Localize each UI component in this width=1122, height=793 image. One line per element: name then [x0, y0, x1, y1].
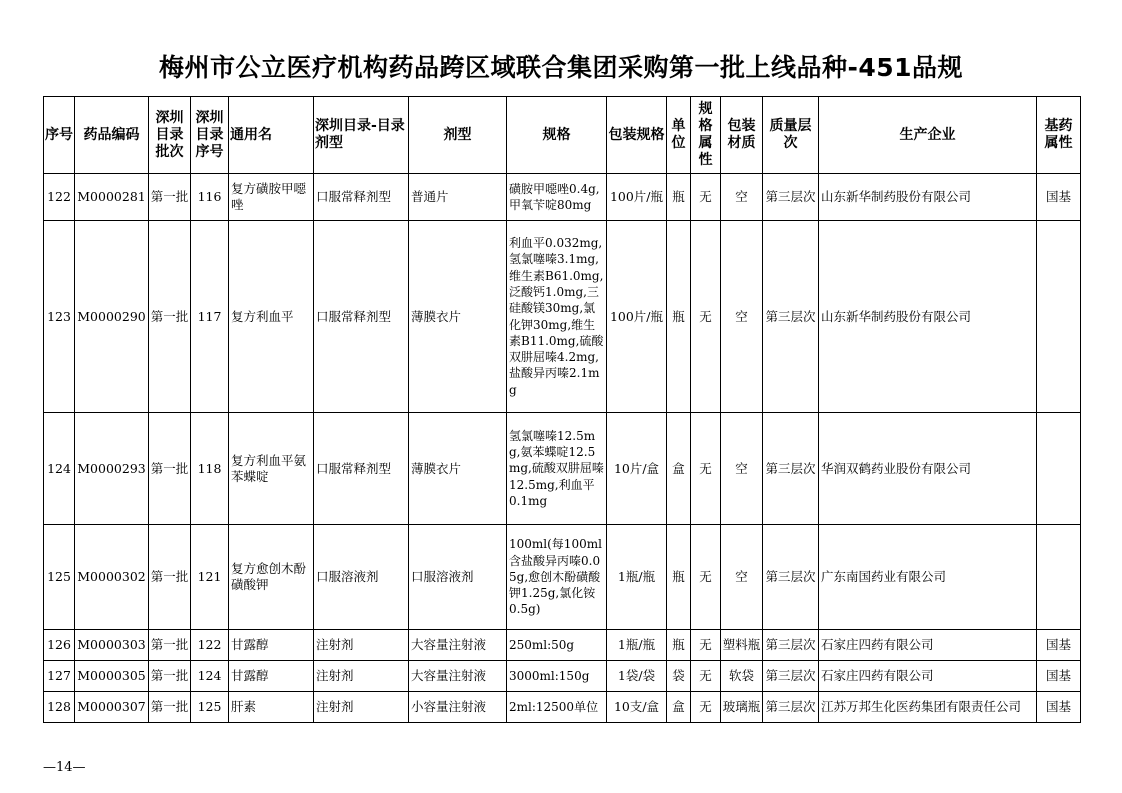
- cell-seq: 124: [44, 413, 75, 525]
- cell-code: M0000290: [75, 221, 149, 413]
- cell-code: M0000293: [75, 413, 149, 525]
- cell-manufacturer: 江苏万邦生化医药集团有限责任公司: [819, 692, 1037, 723]
- cell-spec-attr: 无: [691, 174, 721, 221]
- cell-spec-attr: 无: [691, 413, 721, 525]
- table-row: [44, 661, 1081, 692]
- cell-quality-level: 第三层次: [763, 661, 819, 692]
- cell-basic-attr: 国基: [1037, 630, 1081, 661]
- cell-sz-seq: 116: [191, 174, 229, 221]
- cell-generic-name: 甘露醇: [229, 661, 314, 692]
- cell-code: M0000303: [75, 630, 149, 661]
- cell-unit: 瓶: [667, 174, 691, 221]
- cell-code: M0000281: [75, 174, 149, 221]
- cell-spec: 利血平0.032mg,氢氯噻嗪3.1mg,维生素B61.0mg,泛酸钙1.0mg,三硅酸镁30mg,氯化钾30mg,维生素B11.0mg,硫酸双肼屈嗪4.2mg,盐酸异丙嗪2.1mg: [507, 221, 607, 413]
- cell-unit: 盒: [667, 413, 691, 525]
- cell-dosage-form: 大容量注射液: [409, 630, 507, 661]
- cell-seq: 127: [44, 661, 75, 692]
- cell-sz-seq: 117: [191, 221, 229, 413]
- cell-sz-dosage: 口服常释剂型: [314, 174, 409, 221]
- header-package-material: 包装材质: [721, 97, 763, 174]
- cell-seq: 128: [44, 692, 75, 723]
- cell-dosage-form: 小容量注射液: [409, 692, 507, 723]
- cell-manufacturer: 石家庄四药有限公司: [819, 661, 1037, 692]
- cell-sz-batch: 第一批: [149, 692, 191, 723]
- cell-generic-name: 肝素: [229, 692, 314, 723]
- cell-code: M0000305: [75, 661, 149, 692]
- cell-sz-dosage: 口服溶液剂: [314, 525, 409, 630]
- cell-basic-attr: 国基: [1037, 692, 1081, 723]
- cell-packing: 10支/盒: [607, 692, 667, 723]
- cell-generic-name: 复方利血平氨苯蝶啶: [229, 413, 314, 525]
- header-unit: 单位: [667, 97, 691, 174]
- table-body: [44, 174, 1081, 723]
- cell-sz-batch: 第一批: [149, 174, 191, 221]
- cell-packing: 1瓶/瓶: [607, 630, 667, 661]
- cell-basic-attr: [1037, 221, 1081, 413]
- drug-list-table: [43, 96, 1081, 723]
- page-number: —14—: [43, 760, 86, 775]
- cell-sz-batch: 第一批: [149, 221, 191, 413]
- cell-manufacturer: 山东新华制药股份有限公司: [819, 174, 1037, 221]
- table-row: [44, 174, 1081, 221]
- header-packing: 包装规格: [607, 97, 667, 174]
- cell-quality-level: 第三层次: [763, 525, 819, 630]
- cell-unit: 瓶: [667, 630, 691, 661]
- cell-unit: 盒: [667, 692, 691, 723]
- cell-spec-attr: 无: [691, 661, 721, 692]
- cell-seq: 123: [44, 221, 75, 413]
- cell-package-material: 空: [721, 174, 763, 221]
- cell-quality-level: 第三层次: [763, 692, 819, 723]
- cell-sz-seq: 121: [191, 525, 229, 630]
- cell-sz-batch: 第一批: [149, 661, 191, 692]
- cell-manufacturer: 华润双鹤药业股份有限公司: [819, 413, 1037, 525]
- header-manufacturer: 生产企业: [819, 97, 1037, 174]
- cell-basic-attr: 国基: [1037, 174, 1081, 221]
- table-row: [44, 692, 1081, 723]
- cell-dosage-form: 薄膜衣片: [409, 221, 507, 413]
- header-spec: 规格: [507, 97, 607, 174]
- cell-package-material: 空: [721, 525, 763, 630]
- cell-sz-batch: 第一批: [149, 525, 191, 630]
- cell-quality-level: 第三层次: [763, 630, 819, 661]
- cell-spec: 3000ml:150g: [507, 661, 607, 692]
- cell-dosage-form: 薄膜衣片: [409, 413, 507, 525]
- cell-seq: 126: [44, 630, 75, 661]
- cell-package-material: 玻璃瓶: [721, 692, 763, 723]
- cell-sz-seq: 124: [191, 661, 229, 692]
- cell-generic-name: 复方磺胺甲噁唑: [229, 174, 314, 221]
- cell-manufacturer: 山东新华制药股份有限公司: [819, 221, 1037, 413]
- table-row: [44, 221, 1081, 413]
- header-generic-name: 通用名: [229, 97, 314, 174]
- cell-packing: 100片/瓶: [607, 221, 667, 413]
- header-sz-batch: 深圳目录批次: [149, 97, 191, 174]
- header-basic-attr: 基药属性: [1037, 97, 1081, 174]
- cell-package-material: 空: [721, 221, 763, 413]
- cell-basic-attr: [1037, 525, 1081, 630]
- table-row: [44, 525, 1081, 630]
- cell-code: M0000302: [75, 525, 149, 630]
- cell-quality-level: 第三层次: [763, 174, 819, 221]
- cell-sz-seq: 125: [191, 692, 229, 723]
- header-code: 药品编码: [75, 97, 149, 174]
- cell-spec: 2ml:12500单位: [507, 692, 607, 723]
- cell-sz-seq: 122: [191, 630, 229, 661]
- cell-packing: 10片/盒: [607, 413, 667, 525]
- cell-unit: 瓶: [667, 525, 691, 630]
- cell-package-material: 空: [721, 413, 763, 525]
- cell-dosage-form: 普通片: [409, 174, 507, 221]
- cell-quality-level: 第三层次: [763, 413, 819, 525]
- cell-basic-attr: 国基: [1037, 661, 1081, 692]
- cell-spec: 100ml(每100ml含盐酸异丙嗪0.05g,愈创木酚磺酸钾1.25g,氯化铵0.5g): [507, 525, 607, 630]
- cell-package-material: 软袋: [721, 661, 763, 692]
- cell-quality-level: 第三层次: [763, 221, 819, 413]
- cell-generic-name: 复方利血平: [229, 221, 314, 413]
- cell-manufacturer: 石家庄四药有限公司: [819, 630, 1037, 661]
- header-sz-dosage: 深圳目录-目录剂型: [314, 97, 409, 174]
- table-row: [44, 630, 1081, 661]
- cell-unit: 瓶: [667, 221, 691, 413]
- cell-dosage-form: 口服溶液剂: [409, 525, 507, 630]
- cell-sz-dosage: 注射剂: [314, 630, 409, 661]
- cell-sz-dosage: 注射剂: [314, 661, 409, 692]
- cell-generic-name: 甘露醇: [229, 630, 314, 661]
- cell-sz-batch: 第一批: [149, 630, 191, 661]
- cell-seq: 122: [44, 174, 75, 221]
- cell-spec: 氢氯噻嗪12.5mg,氨苯蝶啶12.5mg,硫酸双肼屈嗪12.5mg,利血平0.1mg: [507, 413, 607, 525]
- cell-sz-dosage: 注射剂: [314, 692, 409, 723]
- header-dosage-form: 剂型: [409, 97, 507, 174]
- cell-spec-attr: 无: [691, 630, 721, 661]
- page-title: 梅州市公立医疗机构药品跨区域联合集团采购第一批上线品种-451品规: [158, 53, 964, 82]
- cell-dosage-form: 大容量注射液: [409, 661, 507, 692]
- cell-code: M0000307: [75, 692, 149, 723]
- cell-packing: 1瓶/瓶: [607, 525, 667, 630]
- table-header-row: [44, 97, 1081, 174]
- header-seq: 序号: [44, 97, 75, 174]
- cell-sz-batch: 第一批: [149, 413, 191, 525]
- cell-spec-attr: 无: [691, 221, 721, 413]
- cell-spec: 磺胺甲噁唑0.4g,甲氧苄啶80mg: [507, 174, 607, 221]
- cell-packing: 100片/瓶: [607, 174, 667, 221]
- cell-package-material: 塑料瓶: [721, 630, 763, 661]
- cell-spec-attr: 无: [691, 692, 721, 723]
- cell-unit: 袋: [667, 661, 691, 692]
- cell-spec-attr: 无: [691, 525, 721, 630]
- header-spec-attr: 规格属性: [691, 97, 721, 174]
- cell-seq: 125: [44, 525, 75, 630]
- cell-sz-seq: 118: [191, 413, 229, 525]
- cell-generic-name: 复方愈创木酚磺酸钾: [229, 525, 314, 630]
- table-row: [44, 413, 1081, 525]
- cell-sz-dosage: 口服常释剂型: [314, 221, 409, 413]
- header-quality-level: 质量层次: [763, 97, 819, 174]
- cell-sz-dosage: 口服常释剂型: [314, 413, 409, 525]
- cell-basic-attr: [1037, 413, 1081, 525]
- cell-manufacturer: 广东南国药业有限公司: [819, 525, 1037, 630]
- cell-packing: 1袋/袋: [607, 661, 667, 692]
- header-sz-seq: 深圳目录序号: [191, 97, 229, 174]
- cell-spec: 250ml:50g: [507, 630, 607, 661]
